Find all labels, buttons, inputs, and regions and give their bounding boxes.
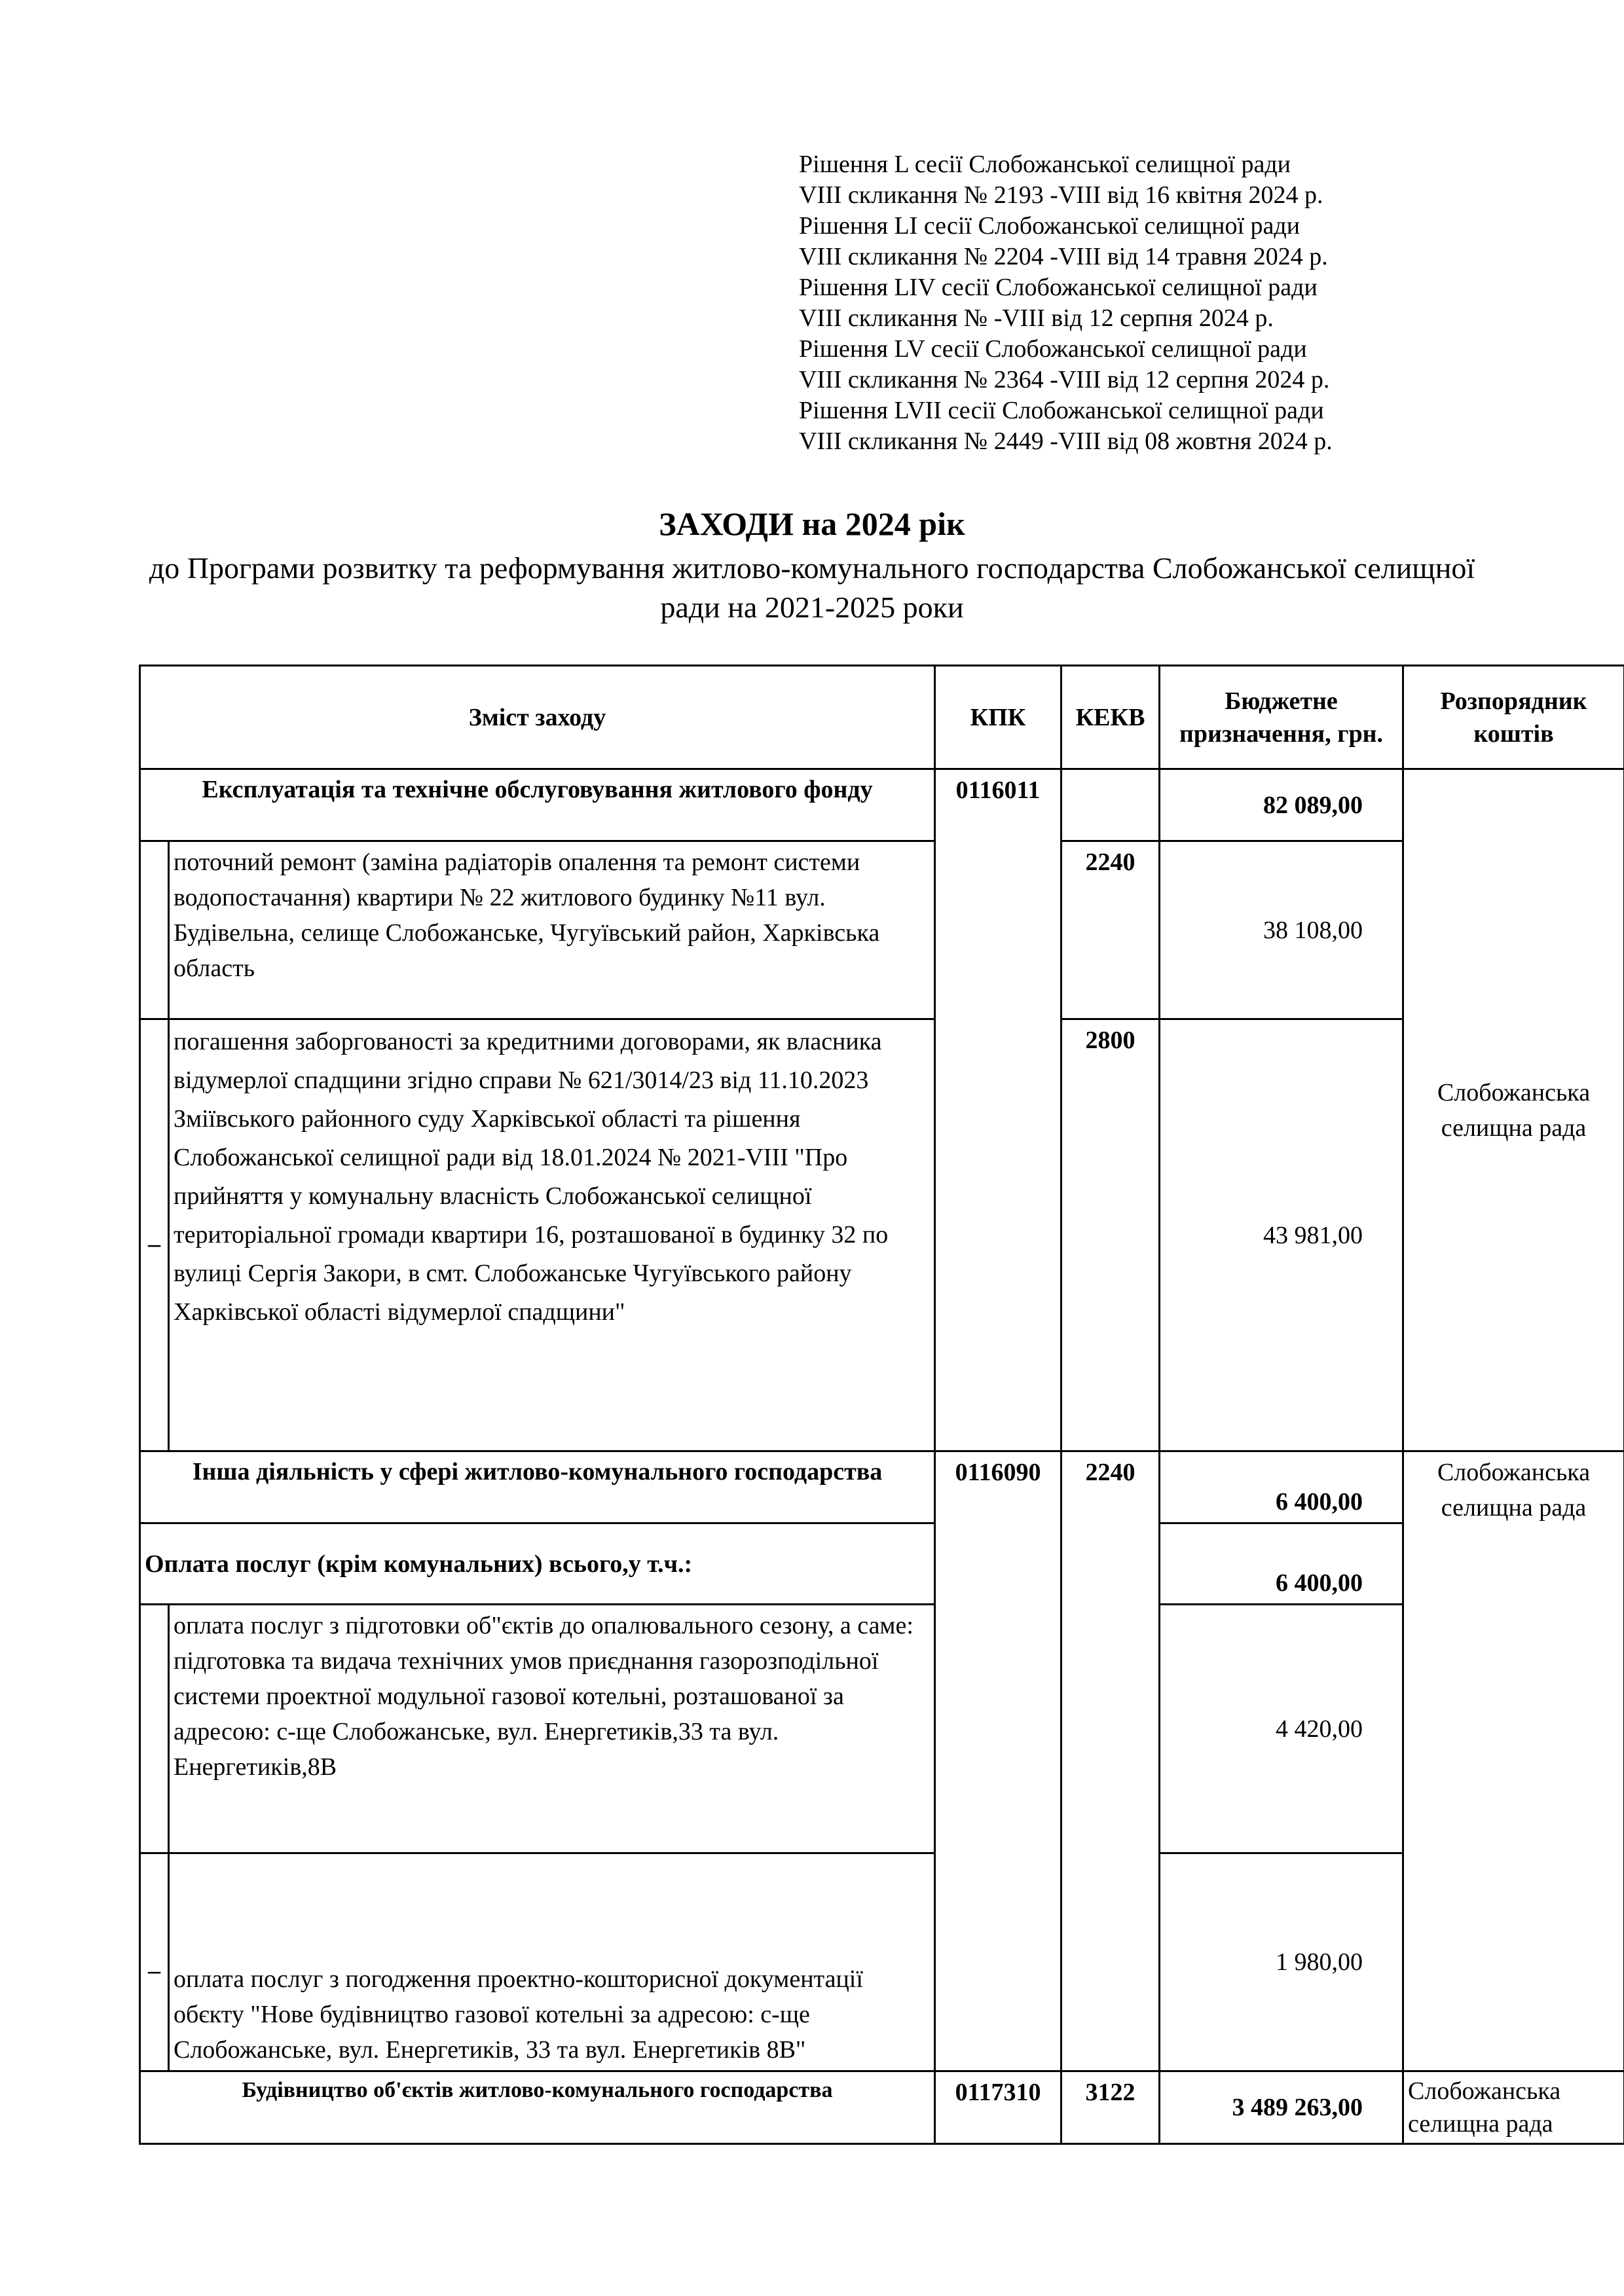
kekv-cell: 2240 bbox=[1061, 841, 1160, 1019]
document-subtitle: до Програми розвитку та реформування житлово-комунального господарства Слобожанської селищної ради на 2021-2025 роки bbox=[149, 551, 1475, 624]
header-line: VIII скликання № -VIII від 12 серпня 2024 р. bbox=[799, 304, 1274, 332]
table-row bbox=[140, 1523, 1624, 1605]
header-line: VIII скликання № 2449 -VIII від 08 жовтня 2024 р. bbox=[799, 428, 1333, 455]
header-line: Рішення L сесії Слобожанської селищної ради bbox=[799, 151, 1291, 178]
table-header-row bbox=[140, 666, 1624, 769]
amount-cell: 43 981,00 bbox=[1160, 1019, 1403, 1451]
item-description: поточний ремонт (заміна радіаторів опалення та ремонт системи водопостачання) квартири № 22 житлового будинку №11 вул. Будівельна, селище Слобожанське, Чугуївський район, Харківська область bbox=[169, 841, 935, 1019]
header-manager: Розпорядник коштів bbox=[1403, 666, 1624, 769]
item-description: оплата послуг з підготовки об"єктів до опалювального сезону, а саме: підготовка та видача технічних умов приєднання газорозподільної системи проектної модульної газової котельні, розташованої за адресою: с-ще Слобожанське, вул. Енергетиків,33 та вул. Енергетиків,8В bbox=[169, 1605, 935, 1853]
kpk-cell: 0116011 bbox=[935, 769, 1061, 1451]
table-row bbox=[140, 841, 1624, 1019]
section-title: Експлуатація та технічне обслуговування житлового фонду bbox=[140, 769, 935, 841]
table-row bbox=[140, 1019, 1624, 1451]
subtotal-label: Оплата послуг (крім комунальних) всього,у т.ч.: bbox=[140, 1523, 935, 1605]
section-title: Будівництво об'єктів житлово-комунального господарства bbox=[140, 2071, 935, 2144]
kekv-cell bbox=[1061, 769, 1160, 841]
header-kpk: КПК bbox=[935, 666, 1061, 769]
document-title: ЗАХОДИ на 2024 рік bbox=[659, 505, 965, 542]
amount-cell: 4 420,00 bbox=[1160, 1605, 1403, 1853]
amount-cell: 3 489 263,00 bbox=[1160, 2071, 1403, 2144]
table-row bbox=[140, 1853, 1624, 2071]
amount-cell: 82 089,00 bbox=[1160, 769, 1403, 841]
measures-table bbox=[139, 665, 1624, 2145]
row-marker bbox=[140, 1605, 169, 1853]
header-line: VIII скликання № 2193 -VIII від 16 квітня 2024 р. bbox=[799, 181, 1323, 209]
header-line: VIII скликання № 2364 -VIII від 12 серпня 2024 р. bbox=[799, 366, 1330, 393]
table-row bbox=[140, 1605, 1624, 1853]
row-marker: _ bbox=[140, 1019, 169, 1451]
item-description: оплата послуг з погодження проектно-кошторисної документації обєкту "Нове будівництво газової котельні за адресою: с-ще Слобожанське, вул. Енергетиків, 33 та вул. Енергетиків 8В" bbox=[169, 1853, 935, 2071]
table-row bbox=[140, 2071, 1624, 2144]
row-marker bbox=[140, 841, 169, 1019]
header-budget: Бюджетне призначення, грн. bbox=[1160, 666, 1403, 769]
kekv-cell: 2240 bbox=[1061, 1451, 1160, 2071]
header-line: Рішення LV сесії Слобожанської селищної ради bbox=[799, 335, 1307, 363]
manager-cell: Слобожанська селищна рада bbox=[1403, 1451, 1624, 2071]
kpk-cell: 0116090 bbox=[935, 1451, 1061, 2071]
kekv-cell: 2800 bbox=[1061, 1019, 1160, 1451]
header-kekv: КЕКВ bbox=[1061, 666, 1160, 769]
amount-cell: 6 400,00 bbox=[1160, 1451, 1403, 1523]
header-line: VIII скликання № 2204 -VIII від 14 травня 2024 р. bbox=[799, 243, 1328, 270]
amount-cell: 38 108,00 bbox=[1160, 841, 1403, 1019]
header-line: Рішення LIV сесії Слобожанської селищної ради bbox=[799, 274, 1318, 301]
item-description: погашення заборгованості за кредитними договорами, як власника відумерлої спадщини згідно справи № 621/3014/23 від 11.10.2023 Зміївського районного суду Харківської області та рішення Слобожанської селищної ради від 18.01.2024 № 2021-VIII "Про прийняття у комунальну власність Слобожанської селищної територіальної громади квартири 16, розташованої в будинку 32 по вулиці Сергія Закори, в смт. Слобожанське Чугуївського району Харківської області відумерлої спадщини" bbox=[169, 1019, 935, 1451]
table-row bbox=[140, 769, 1624, 841]
kpk-cell: 0117310 bbox=[935, 2071, 1061, 2144]
amount-cell: 1 980,00 bbox=[1160, 1853, 1403, 2071]
manager-cell: Слобожанська селищна рада bbox=[1403, 769, 1624, 1451]
decision-references bbox=[799, 149, 1585, 457]
amount-cell: 6 400,00 bbox=[1160, 1523, 1403, 1605]
manager-cell: Слобожанська селищна рада bbox=[1403, 2071, 1624, 2144]
section-title: Інша діяльність у сфері житлово-комунального господарства bbox=[140, 1451, 935, 1523]
table-row bbox=[140, 1451, 1624, 1523]
row-marker: _ bbox=[140, 1853, 169, 2071]
header-line: Рішення LVII сесії Слобожанської селищної ради bbox=[799, 397, 1324, 424]
header-content: Зміст заходу bbox=[140, 666, 935, 769]
header-line: Рішення LI сесії Слобожанської селищної ради bbox=[799, 212, 1301, 240]
kekv-cell: 3122 bbox=[1061, 2071, 1160, 2144]
